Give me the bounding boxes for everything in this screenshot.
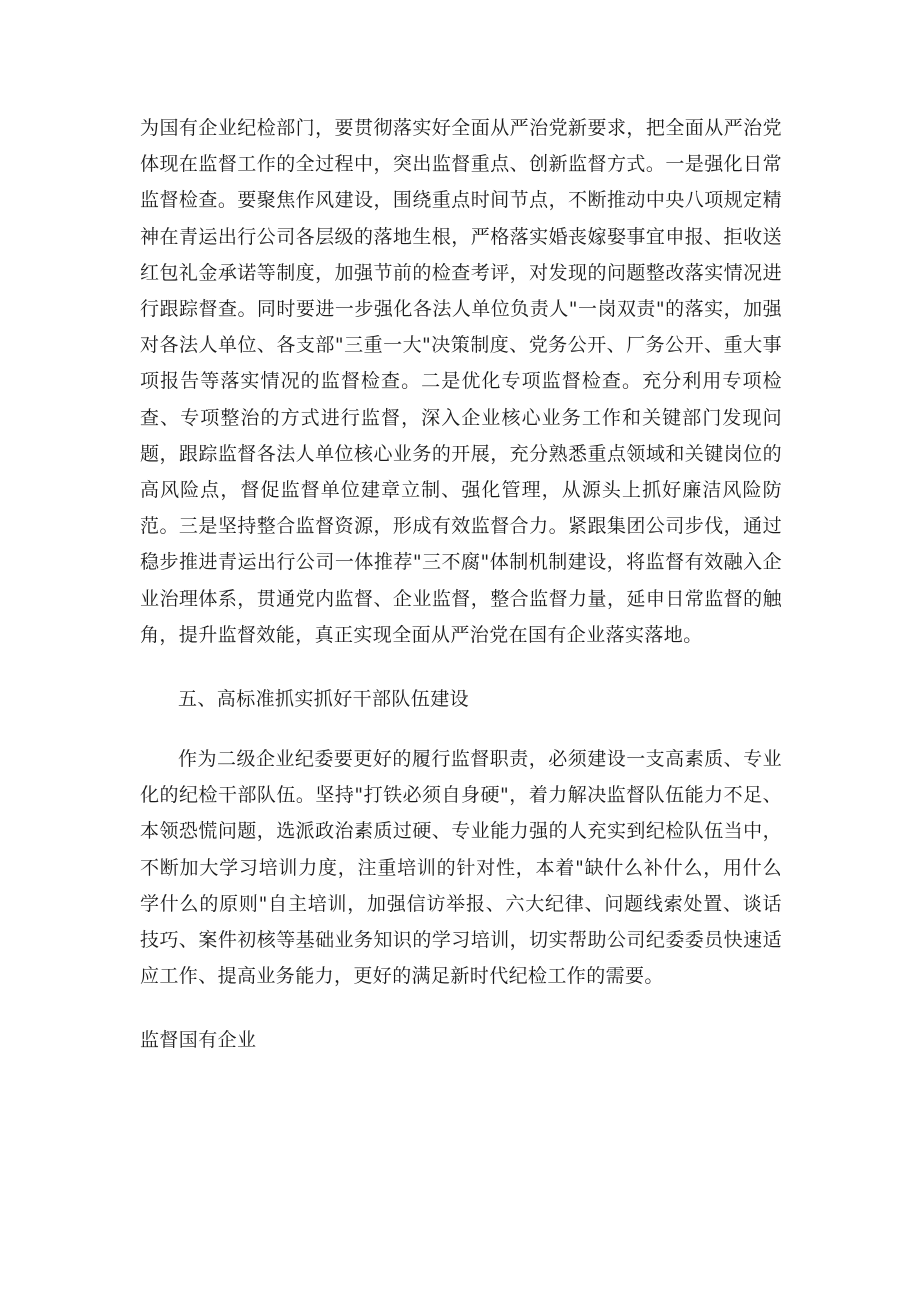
body-paragraph-cadre-team: 作为二级企业纪委要更好的履行监督职责，必须建设一支高素质、专业化的纪检干部队伍。坚持"打铁必须自身硬"，着力解决监督队伍能力不足、本领恐慌问题，选派政治素质过硬、专业能力强的人充实到纪检队伍当中，不断加大学习培训力度，注重培训的针对性，本着"缺什么补什么，用什么学什么的原则"自主培训，加强信访举报、六大纪律、问题线索处置、谈话技巧、案件初核等基础业务知识的学习培训，切实帮助公司纪委委员快速适应工作、提高业务能力，更好的满足新时代纪检工作的需要。 bbox=[140, 748, 782, 988]
section-heading-five: 五、高标准抓实抓好干部队伍建设 bbox=[178, 688, 470, 711]
document-body bbox=[140, 110, 782, 1058]
keywords-line: 监督国有企业 bbox=[140, 1029, 257, 1052]
body-paragraph-supervision: 为国有企业纪检部门，要贯彻落实好全面从严治党新要求，把全面从严治党体现在监督工作的全过程中，突出监督重点、创新监督方式。一是强化日常监督检查。要聚焦作风建设，围绕重点时间节点，不断推动中央八项规定精神在青运出行公司各层级的落地生根，严格落实婚丧嫁娶事宜申报、拒收送红包礼金承诺等制度，加强节前的检查考评，对发现的问题整改落实情况进行跟踪督查。同时要进一步强化各法人单位负责人"一岗双责"的落实，加强对各法人单位、各支部"三重一大"决策制度、党务公开、厂务公开、重大事项报告等落实情况的监督检查。二是优化专项监督检查。充分利用专项检查、专项整治的方式进行监督，深入企业核心业务工作和关键部门发现问题，跟踪监督各法人单位核心业务的开展，充分熟悉重点领域和关键岗位的高风险点，督促监督单位建章立制、强化管理，从源头上抓好廉洁风险防范。三是坚持整合监督资源，形成有效监督合力。紧跟集团公司步伐，通过稳步推进青运出行公司一体推荐"三不腐"体制机制建设，将监督有效融入企业治理体系，贯通党内监督、企业监督，整合监督力量，延申日常监督的触角，提升监督效能，真正实现全面从严治党在国有企业落实落地。 bbox=[140, 117, 782, 646]
